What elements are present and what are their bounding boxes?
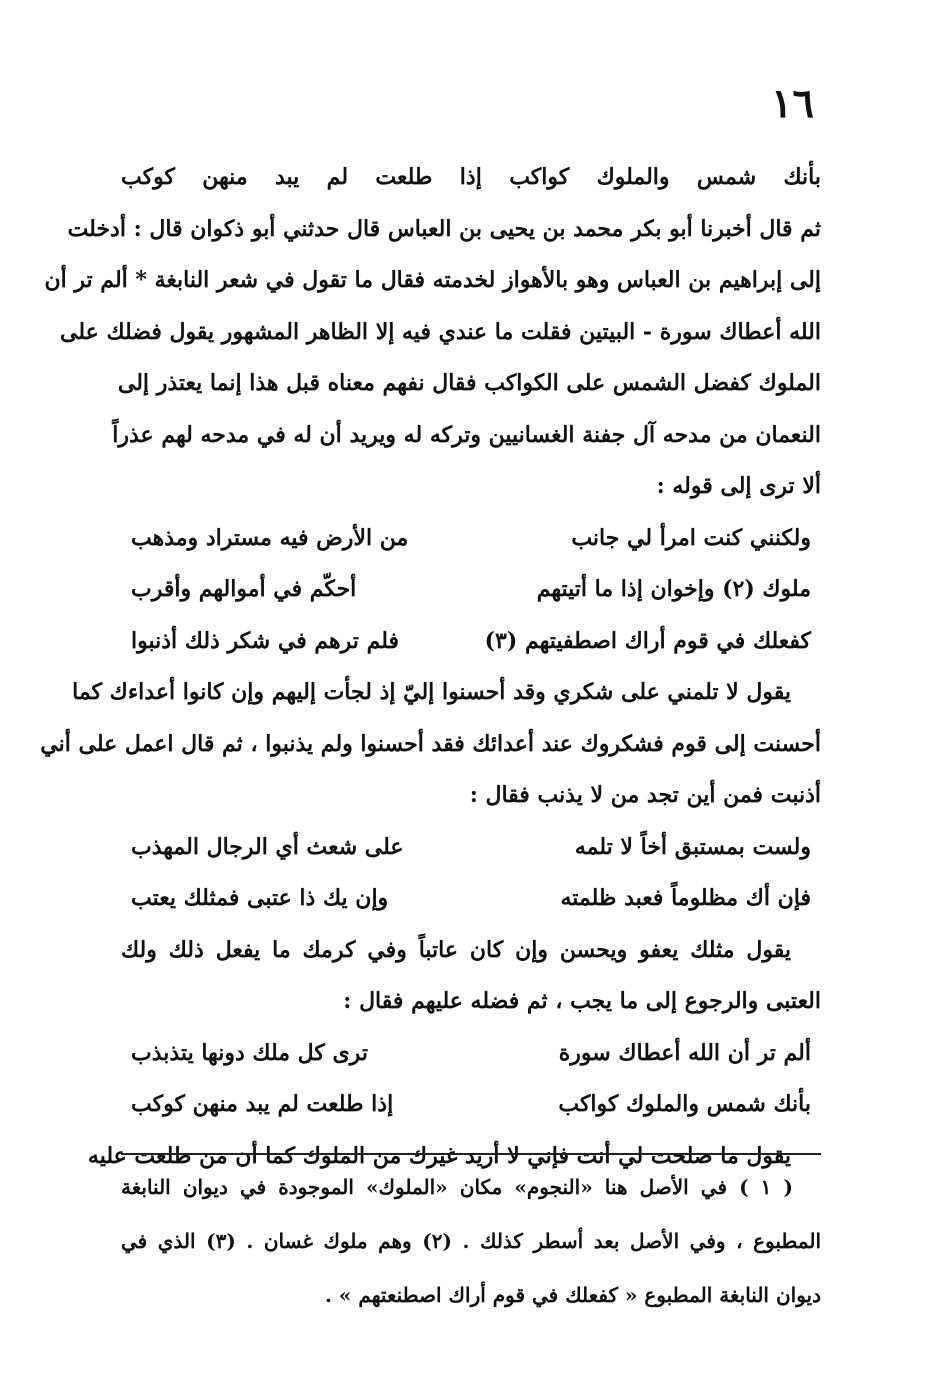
text-line: النعمان من مدحه آل جفنة الغسانيين وتركه له ويريد أن له في مدحه لهم عذراً: [112, 421, 821, 448]
page-number: ١٦: [771, 80, 814, 127]
verse-line: [121, 564, 821, 616]
text-line: الملوك كفضل الشمس على الكواكب فقال نفهم معناه قبل هذا إنما يعتذر إلى: [117, 370, 821, 396]
verse-line: [121, 1079, 821, 1131]
footnote-line: ديوان النابغة المطبوع « كفعلك في قوم أراك اصطنعتهم » .: [325, 1283, 821, 1307]
text-line: يقول لا تلمني على شكري وقد أحسنوا إليّ إذ لجأت إليهم وإن كانوا أعداءك كما: [72, 679, 791, 705]
verse-second-hemistich: وإن يك ذا عتبى فمثلك يعتب: [131, 885, 389, 911]
verse-line: [121, 513, 821, 565]
footnotes: [121, 1160, 821, 1322]
text-line: الله أعطاك سورة - البيتين فقلت ما عندي فيه إلا الظاهر المشهور يقول فضلك على: [60, 318, 821, 345]
footnote-divider: [121, 1153, 821, 1155]
text-line: ثم قال أخبرنا أبو بكر محمد بن يحيى بن العباس قال حدثني أبو ذكوان قال : أدخلت: [67, 215, 821, 242]
text-line: أذنبت فمن أين تجد من لا يذنب فقال :: [469, 782, 821, 808]
verse-first-hemistich: فإن أك مظلوماً فعبد ظلمته: [560, 885, 811, 911]
verse-second-hemistich: على شعث أي الرجال المهذب: [131, 833, 404, 860]
verse-first-hemistich: ألم تر أن الله أعطاك سورة: [558, 1039, 811, 1066]
verse-second-hemistich: من الأرض فيه مستراد ومذهب: [131, 524, 409, 551]
footnote-line: ( ١ ) في الأصل هنا «النجوم» مكان «الملوك» الموجودة في ديوان النابغة: [121, 1175, 793, 1199]
verse-line: [121, 873, 821, 925]
text-line: إلى إبراهيم بن العباس وهو بالأهواز لخدمته فقال ما تقول في شعر النابغة * ألم تر أن: [44, 267, 821, 293]
verse-line: [121, 822, 821, 874]
verse-first-hemistich: ولست بمستبق أخاً لا تلمه: [574, 833, 811, 860]
text-line: ألا ترى إلى قوله :: [656, 473, 821, 499]
text-line: يقول ما صلحت لي أنت فإني لا أريد غيرك من الملوك كما أن من طلعت عليه: [87, 1142, 791, 1169]
verse-first-hemistich: كفعلك في قوم أراك اصطفيتهم (٣): [484, 627, 811, 654]
verse-line: [121, 1028, 821, 1080]
verse-second-hemistich: فلم ترهم في شكر ذلك أذنبوا: [131, 627, 400, 654]
text-line: بأنك شمس والملوك كواكب إذا طلعت لم يبد منهن كوكب: [121, 164, 822, 190]
verse-first-hemistich: ولكنني كنت امرأ لي جانب: [571, 524, 811, 551]
main-text: [40, 152, 822, 1182]
text-line: أحسنت إلى قوم فشكروك عند أعدائك فقد أحسنوا ولم يذنبوا ، ثم قال اعمل على أني: [40, 730, 821, 757]
footnote-line: المطبوع ، وفي الأصل بعد أسطر كذلك . (٢) وهم ملوك غسان . (٣) الذي في: [121, 1229, 822, 1253]
verse-line: [121, 616, 821, 668]
verse-second-hemistich: إذا طلعت لم يبد منهن كوكب: [131, 1091, 394, 1117]
verse-second-hemistich: ترى كل ملك دونها يتذبذب: [131, 1039, 368, 1066]
verse-first-hemistich: ملوك (٢) وإخوان إذا ما أتيتهم: [536, 576, 811, 602]
text-line: العتبى والرجوع إلى ما يجب ، ثم فضله عليهم فقال :: [343, 988, 821, 1014]
verse-second-hemistich: أحكّم في أموالهم وأقرب: [131, 576, 357, 602]
text-line: يقول مثلك يعفو ويحسن وإن كان عاتباً وفي كرمك ما يفعل ذلك ولك: [121, 936, 791, 963]
verse-first-hemistich: بأنك شمس والملوك كواكب: [558, 1091, 811, 1117]
